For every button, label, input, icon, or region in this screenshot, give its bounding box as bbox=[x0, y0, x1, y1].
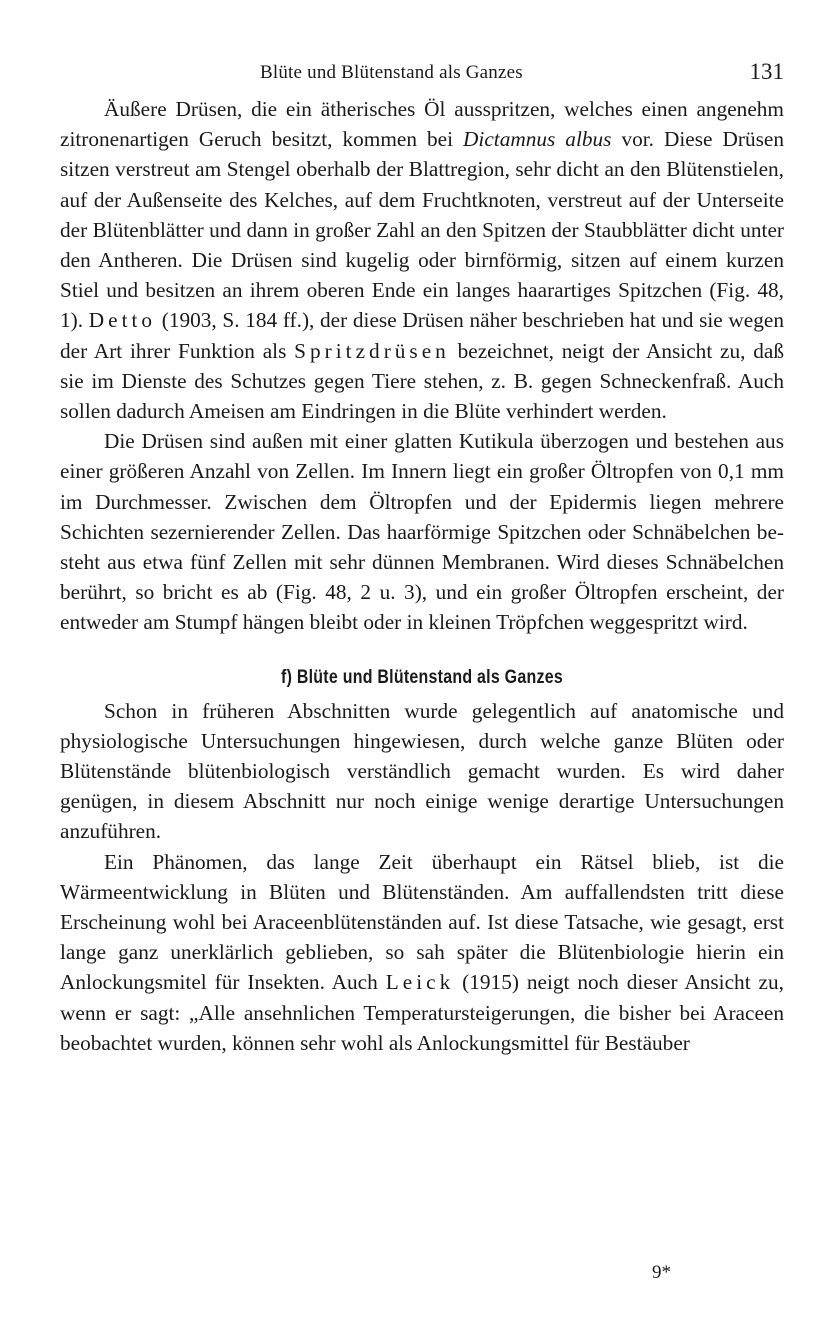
text-run: Äußere Drüsen, die ein ätherisches Öl ausspritzen, welches einen angenehm zitronenartigen Geruch besitzt, kommen bei bbox=[60, 97, 784, 152]
signature-mark: 9* bbox=[652, 1262, 671, 1283]
paragraph-group-intro bbox=[60, 94, 784, 638]
paragraph-group-section bbox=[60, 696, 784, 1058]
paragraph bbox=[60, 94, 784, 426]
page-number: 131 bbox=[749, 59, 784, 84]
paragraph bbox=[60, 847, 784, 1058]
text-run: Die Drüsen sind außen mit einer glatten Kutikula überzogen und bestehen aus einer größeren Anzahl von Zellen. Im Innern liegt ein großer Öltropfen von 0,1 mm im Durchmesser. Zwischen dem Öltropfen und der Epidermis liegen mehrere Schichten sezernierender Zellen. Das haarförmige Spitzchen oder Schnäbelchen besteht aus etwa fünf Zellen mit sehr dünnen Membranen. Wird dieses Schnäbelchen berührt, so bricht es ab (Fig. 48, 2 u. 3), und ein großer Öltropfen erscheint, der entweder am Stumpf hängen bleibt oder in kleinen Tröpfchen weggespritzt wird. bbox=[60, 429, 784, 635]
running-head bbox=[60, 56, 784, 94]
paragraph bbox=[60, 426, 784, 637]
body-text bbox=[60, 94, 784, 1058]
text-run: bezeichnet, neigt der Ansicht zu, daß sie im Dienste des Schutzes gegen Tiere stehen, z. B. gegen Schneckenfraß. Auch sollen dadurch Ameisen am Eindringen in die Blüte verhindert werden. bbox=[60, 338, 784, 424]
text-run: Schon in früheren Abschnitten wurde gelegentlich auf anatomische und physiologische Untersuchungen hingewiesen, durch welche ganze Blüten oder Blütenstände blütenbiologisch verständlich gemacht wurden. Es wird daher genügen, in diesem Abschnitt nur noch einige wenige derartige Untersuchungen anzuführen. bbox=[60, 698, 784, 844]
text-run: vor. Diese Drüsen sitzen verstreut am Stengel oberhalb der Blattregion, sehr dicht an den Blütenstielen, auf der Außenseite des Kelches, auf dem Fruchtknoten, verstreut auf der Unterseite der Blütenblätter und dann in großer Zahl an den Spitzen der Staubblätter dicht unter den Antheren. Die Drüsen sind kugelig oder birnförmig, sitzen auf einem kurzen Stiel und besitzen an ihrem oberen Ende ein langes haarartiges Spitzchen (Fig. 48, 1). bbox=[60, 127, 784, 333]
spaced-name: Detto bbox=[88, 308, 157, 333]
spaced-name: Spritzdrüsen bbox=[294, 338, 450, 363]
spaced-name: Leick bbox=[385, 970, 455, 995]
book-page bbox=[60, 56, 784, 1058]
running-title: Blüte und Blütenstand als Ganzes bbox=[260, 62, 523, 83]
paragraph bbox=[60, 696, 784, 847]
text-run: Ein Phänomen, das lange Zeit überhaupt ein Rätsel blieb, ist die Wärmeentwicklung in Blüten und Blütenständen. Am auffallendsten tritt diese Erscheinung wohl bei Araceenblütenständen auf. Ist diese Tatsache, wie gesagt, erst lange ganz unerklärlich geblieben, so sah später die Blütenbiologie hierin ein Anlockungsmitel für Insekten. Auch bbox=[60, 849, 784, 995]
text-run: (1903, S. 184 ff.), der diese Drüsen näher beschrieben hat und sie wegen der Art ihrer Funktion als bbox=[60, 308, 784, 363]
text-run: (1915) neigt noch dieser Ansicht zu, wenn er sagt: „Alle ansehnlichen Temperatursteigerungen, die bisher bei Araceen beobachtet wurden, können sehr wohl als Anlockungsmittel für Bestäuber bbox=[60, 970, 784, 1055]
section-heading: f) Blüte und Blütenstand als Ganzes bbox=[281, 666, 563, 688]
italic-term: Dictamnus albus bbox=[463, 127, 612, 152]
